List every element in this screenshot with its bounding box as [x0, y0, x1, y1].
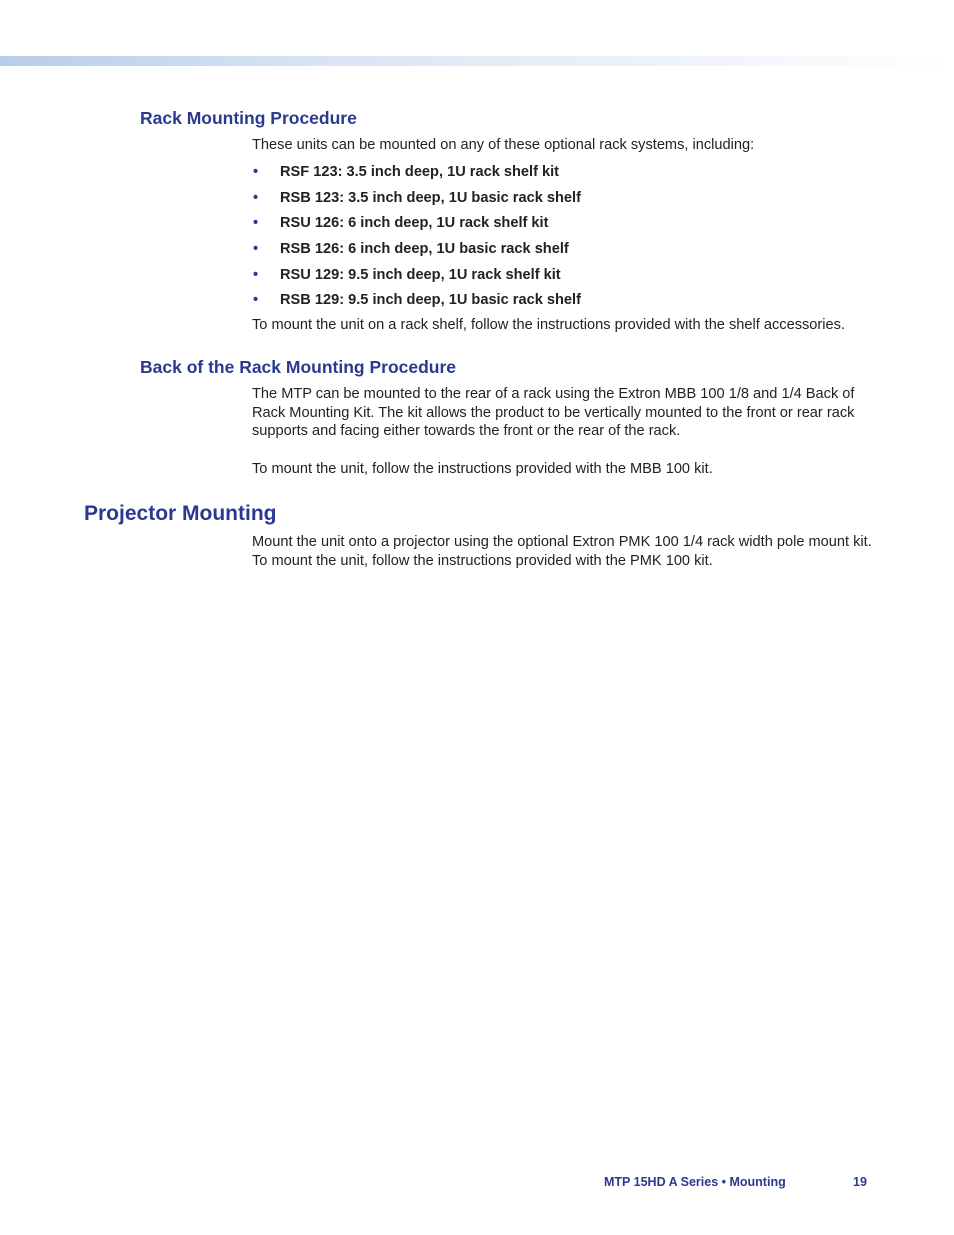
list-item	[252, 160, 872, 186]
header-gradient-band	[0, 56, 954, 66]
list-item-text: RSU 126: 6 inch deep, 1U rack shelf kit	[280, 215, 549, 232]
projector-paragraph: Mount the unit onto a projector using the optional Extron PMK 100 1/4 rack width pole mount kit. To mount the unit, follow the instructions provided with the PMK 100 kit.	[252, 534, 872, 569]
bullet-icon: •	[253, 292, 259, 309]
section-heading-rack-mounting: Rack Mounting Procedure	[140, 108, 357, 128]
bullet-icon: •	[253, 241, 259, 258]
bullet-icon: •	[253, 266, 259, 283]
rack-options-list	[252, 160, 872, 314]
back-rack-paragraph: The MTP can be mounted to the rear of a rack using the Extron MBB 100 1/8 and 1/4 Back of Rack Mounting Kit. The kit allows the product to be vertically mounted to the front or rear rack supports and facing either towards the front or the rear of the rack.	[252, 386, 855, 440]
list-item-text: RSB 126: 6 inch deep, 1U basic rack shelf	[280, 241, 569, 258]
list-item	[252, 263, 872, 289]
list-item-text: RSF 123: 3.5 inch deep, 1U rack shelf kit	[280, 164, 560, 180]
page-number: 19	[853, 1175, 867, 1189]
list-item	[252, 211, 872, 237]
list-item-text: RSU 129: 9.5 inch deep, 1U rack shelf kit	[280, 266, 561, 283]
back-rack-instructions: To mount the unit, follow the instructions provided with the MBB 100 kit.	[252, 461, 713, 477]
list-item	[252, 186, 872, 212]
list-item-text: RSB 123: 3.5 inch deep, 1U basic rack shelf	[280, 189, 581, 206]
bullet-icon: •	[253, 164, 259, 180]
list-item	[252, 288, 872, 314]
bullet-icon: •	[253, 189, 259, 206]
list-item	[252, 237, 872, 263]
section-heading-back-of-rack: Back of the Rack Mounting Procedure	[140, 357, 457, 377]
bullet-icon: •	[253, 215, 259, 232]
rack-intro-text: These units can be mounted on any of these optional rack systems, including:	[252, 137, 755, 153]
rack-outro-text: To mount the unit on a rack shelf, follow the instructions provided with the shelf accessories.	[252, 317, 845, 333]
list-item-text: RSB 129: 9.5 inch deep, 1U basic rack shelf	[280, 292, 581, 309]
section-heading-projector-mounting: Projector Mounting	[84, 502, 277, 525]
footer-title: MTP 15HD A Series • Mounting	[604, 1175, 786, 1189]
